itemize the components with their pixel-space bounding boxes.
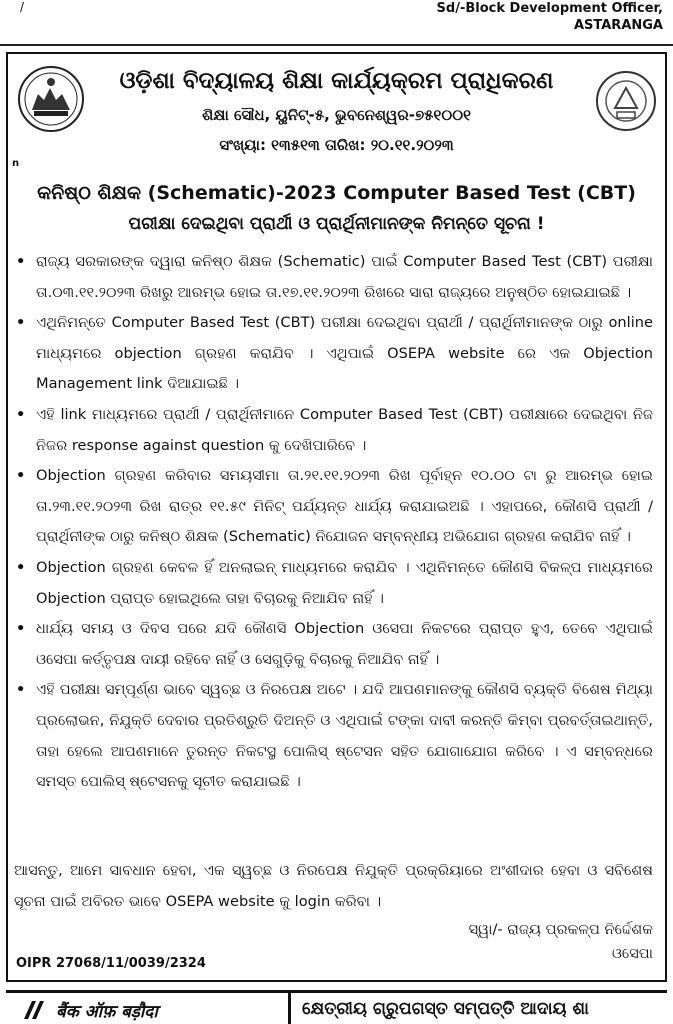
bullet-icon: • — [16, 253, 26, 270]
point-text: Objection ଗ୍ରହଣ କରିବାର ସମୟସୀମା ତା.୨୧.୧୧.୨୦୨୩ ରିଖ ପୂର୍ବାହ୍ନ ୧୦.୦୦ ଟା ରୁ ଆରମ୍ଭ ହୋଇ ତା.୨୩.୧୧.୨୦୨୩ ରିଖ ରାତ୍ର ୧୧.୫୯ ମିନିଟ୍ ପର୍ଯ୍ୟନ୍ତ ଧାର୍ଯ୍ୟ କରାଯାଇଅଛି । ଏହାପରେ, କୌଣସି ପ୍ରାର୍ଥୀ / ପ୍ରାର୍ଥିନୀଙ୍କ ଠାରୁ କନିଷ୍ଠ ଶିକ୍ଷକ (Schematic) ନିଯୋଜନ ସମ୍ବନ୍ଧୀୟ ଅଭିଯୋଗ ଗ୍ରହଣ କରାଯିବ ନାହିଁ । — [36, 467, 653, 546]
release-code: OIPR 27068/11/0039/2324 — [16, 956, 206, 971]
separator-rule — [0, 44, 673, 46]
bank-name: बैंक ऑफ़ बड़ौदा — [56, 1002, 158, 1022]
bullet-icon: • — [16, 405, 26, 423]
notice-points — [14, 247, 653, 798]
organization-address: ଶିକ୍ଷା ସୌଧ, ୟୁନିଟ୍‌-୫, ଭୁବନେଶ୍ୱର-୭୫୧୦୦୧ — [202, 106, 471, 124]
next-advertisement-fragment — [6, 990, 667, 1024]
point-text: ରାଜ୍ୟ ସରକାରଙ୍କ ଦ୍ୱାରା କନିଷ୍ଠ ଶିକ୍ଷକ (Schematic) ପାଇଁ Computer Based Test (CBT) ପରୀକ୍ଷା ତା.୦୩.୧୧.୨୦୨୩ ରିଖରୁ ଆରମ୍ଭ ହୋଇ ତା.୧୭.୧୧.୨୦୨୩ ରିଖରେ ସାରା ରାଜ୍ୟରେ ଅନୁଷ୍ଠିତ ହୋଇଯାଇଛି । — [36, 253, 653, 301]
notice-title: କନିଷ୍ଠ ଶିକ୍ଷକ (Schematic)-2023 Computer Based Test (CBT) — [37, 182, 636, 204]
bullet-icon: • — [16, 558, 26, 576]
bullet-icon: • — [16, 681, 26, 699]
point-text: ଏହି ପରୀକ୍ଷା ସମ୍ପୂର୍ଣ୍ଣ ଭାବେ ସ୍ୱଚ୍ଛ ଓ ନିରପେକ୍ଷ ଅଟେ । ଯଦି ଆପଣମାନଙ୍କୁ କୌଣସି ବ୍ୟକ୍ତି ବିଶେଷ ମିଥ୍ୟା ପ୍ରଲୋଭନ, ନିଯୁକ୍ତି ଦେବାର ପ୍ରତିଶ୍ରୁତି ଦିଅନ୍ତି ଓ ଏଥିପାଇଁ ଟଙ୍କା ଦାବୀ କରନ୍ତି କିମ୍ବା ପ୍ରବର୍ତ୍ତାଇଥାନ୍ତି, ତାହା ହେଲେ ଆପଣମାନେ ତୁରନ୍ତ ନିକଟସ୍ଥ ପୋଲିସ୍ ଷ୍ଟେସନ ସହିତ ଯୋଗାଯୋଗ କରିବେ । ଏ ସମ୍ବନ୍ଧରେ ସମସ୍ତ ପୋଲିସ୍ ଷ୍ଟେସନକୁ ସୂଚୀତ କରାଯାଇଛି । — [36, 681, 653, 791]
point-text: ଧାର୍ଯ୍ୟ ସମୟ ଓ ଦିବସ ପରେ ଯଦି କୌଣସି Objection ଓସେପା ନିକଟରେ ପ୍ରାପ୍ତ ହୁଏ, ତେବେ ଏଥିପାଇଁ ଓସେପା କର୍ତ୍ତୃପକ୍ଷ ଦାୟୀ ରହିବେ ନାହିଁ ଓ ସେଗୁଡ଼ିକୁ ବିଚାରକୁ ନିଆଯିବ ନାହିଁ । — [36, 620, 653, 668]
margin-mark: n — [12, 158, 20, 169]
osepa-notice — [6, 52, 667, 982]
bullet-icon: • — [16, 467, 26, 485]
organization-name: ଓଡ଼ିଶା ବିଦ୍ୟାଳୟ ଶିକ୍ଷା କାର୍ଯ୍ୟକ୍ରମ ପ୍ରାଧିକରଣ — [119, 68, 554, 94]
next-ad-heading: କ୍ଷେତ୍ରୀୟ ଗ୍ରୁପଗସ୍ତ ସମ୍ପତ୍ତି ଆଦାୟ ଶା — [302, 999, 589, 1019]
reference-number-date: ସଂଖ୍ୟା: ୧୩୫୧୩ ତାରିଖ: ୨୦.୧୧.୨୦୨୩ — [219, 136, 454, 154]
strip-divider — [288, 993, 291, 1024]
signature-block — [469, 918, 653, 966]
previous-notice-left-text: / — [20, 0, 25, 14]
point-text: ଏହି link ମାଧ୍ୟମରେ ପ୍ରାର୍ଥୀ / ପ୍ରାର୍ଥିନୀମାନେ Computer Based Test (CBT) ପରୀକ୍ଷାରେ ଦେଇଥିବା ନିଜ ନିଜର response against question କୁ ଦେଖିପାରିବେ । — [36, 405, 653, 454]
list-item — [14, 400, 653, 461]
list-item — [14, 247, 653, 308]
point-text: ଏଥିନିମନ୍ତେ Computer Based Test (CBT) ପରୀକ୍ଷା ଦେଇଥିବା ପ୍ରାର୍ଥୀ / ପ୍ରାର୍ଥିନୀମାନଙ୍କ ଠାରୁ online ମାଧ୍ୟମରେ objection ଗ୍ରହଣ କରାଯିବ । ଏଥିପାଇଁ OSEPA website ରେ ଏକ Objection Management link ଦିଆଯାଇଛି । — [36, 314, 653, 393]
previous-notice-signature-line: Sd/-Block Development Officer, — [436, 1, 663, 16]
list-item — [14, 675, 653, 797]
list-item — [14, 308, 653, 400]
signature-office: ଓସେପା — [611, 945, 653, 962]
list-item — [14, 461, 653, 553]
bullet-icon: • — [16, 314, 26, 332]
previous-notice-place: ASTARANGA — [573, 18, 663, 33]
list-item — [14, 614, 653, 675]
osepa-seal-icon — [595, 70, 657, 132]
list-item — [14, 553, 653, 614]
bullet-icon: • — [16, 620, 26, 638]
point-text: Objection ଗ୍ରହଣ କେବଳ ହିଁ ଅନଲାଇନ୍ ମାଧ୍ୟମରେ କରାଯିବ । ଏଥିନିମନ୍ତେ କୌଣସି ବିକଳ୍ପ ମାଧ୍ୟମରେ Objection ପ୍ରାପ୍ତ ହୋଇଥିଲେ ତାହା ବିଚାରକୁ ନିଆଯିବ ନାହିଁ । — [36, 558, 653, 607]
previous-notice-fragment — [0, 0, 673, 44]
closing-appeal: ଆସନ୍ତୁ, ଆମେ ସାବଧାନ ହେବା, ଏକ ସ୍ୱଚ୍ଛ ଓ ନିରପେକ୍ଷ ନିଯୁକ୍ତି ପ୍ରକ୍ରିୟାରେ ଅଂଶୀଦାର ହେବା ଓ ସବିଶେଷ ସୂଚନା ପାଇଁ ଅବିରତ ଭାବେ OSEPA website କୁ login କରିବା । — [14, 862, 653, 910]
bank-logo-icon — [22, 999, 48, 1021]
notice-subtitle: ପରୀକ୍ଷା ଦେଇଥିବା ପ୍ରାର୍ଥୀ ଓ ପ୍ରାର୍ଥିନୀମାନଙ୍କ ନିମନ୍ତେ ସୂଚନା ! — [128, 214, 545, 234]
signature-line: ସ୍ୱା/- ରାଜ୍ୟ ପ୍ରକଳ୍ପ ନିର୍ଦ୍ଦେଶକ — [468, 921, 653, 938]
previous-notice-signature — [437, 0, 663, 34]
